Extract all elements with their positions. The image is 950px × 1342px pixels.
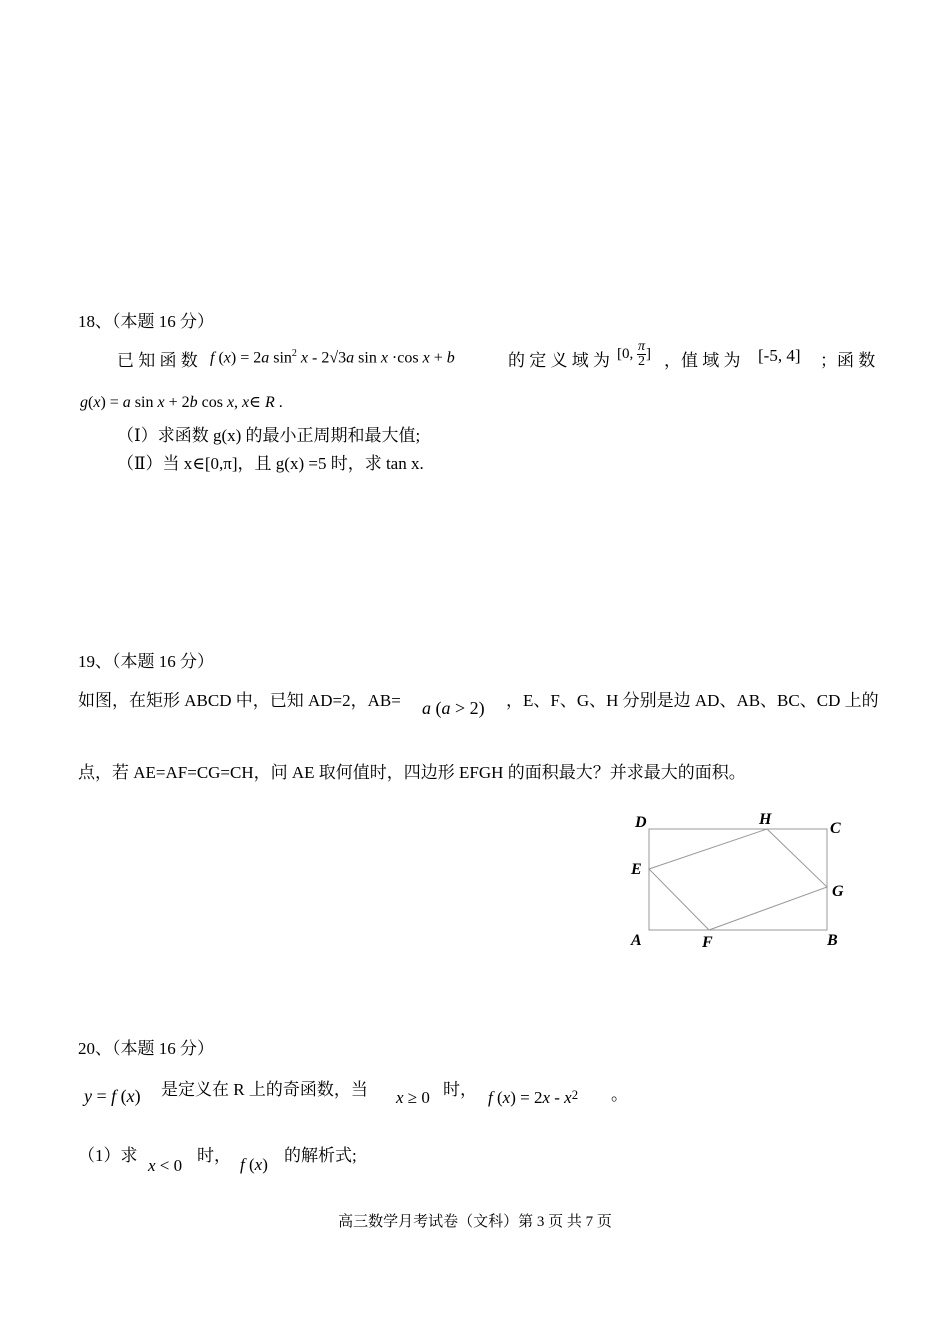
- q20-text1: 是定义在 R 上的奇函数，当: [161, 1080, 368, 1099]
- q20-part1-post: 的解析式;: [284, 1146, 357, 1165]
- q18-part1: （Ⅰ）求函数 g(x) 的最小正周期和最大值;: [117, 426, 421, 445]
- label-h: H: [759, 811, 772, 828]
- q19-line2: 点，若 AE=AF=CG=CH，问 AE 取何值时，四边形 EFGH 的面积最大？并求最大的面积。: [78, 763, 746, 782]
- label-g: G: [832, 883, 844, 900]
- q20-header: 20、（本题 16 分）: [78, 1039, 214, 1058]
- q18-range: [-5, 4]: [758, 346, 801, 365]
- q20-formula-fx: f (x): [240, 1155, 268, 1174]
- q18-domain: [0, $\frac{\pi}{2}$ ]: [617, 339, 652, 369]
- q18-line1-post: ，值 域 为: [664, 351, 741, 370]
- quadrilateral-efgh: [649, 829, 827, 930]
- q20-formula-y: y = f (x): [84, 1086, 141, 1106]
- label-f: F: [702, 934, 713, 951]
- label-b: B: [827, 932, 838, 949]
- q19-line1-pre: 如图，在矩形 ABCD 中，已知 AD=2，AB=: [78, 691, 401, 710]
- label-e: E: [631, 861, 642, 878]
- q20-formula-f: f $(x) = 2x - x^2$: [488, 1088, 579, 1107]
- q18-part2: （Ⅱ）当 x∈[0,π]，且 g(x) =5 时，求 tan x.: [117, 454, 424, 473]
- q20-text2: 时，: [443, 1080, 477, 1099]
- q18-header: 18、（本题 16 分）: [78, 312, 214, 331]
- q18-line1-end: ；函 数: [820, 351, 876, 370]
- rectangle-figure: [620, 805, 860, 955]
- label-a: A: [631, 932, 642, 949]
- label-c: C: [830, 820, 841, 837]
- q20-part1-mid: 时，: [197, 1146, 231, 1165]
- q20-end: 。: [611, 1085, 628, 1104]
- page-footer: 高三数学月考试卷（文科）第 3 页 共 7 页: [338, 1214, 612, 1230]
- q18-line1-mid: 的 定 义 域 为: [508, 351, 610, 370]
- q19-formula-a: a (a > 2): [422, 698, 485, 718]
- q20-formula-x-lt-0: x < 0: [148, 1156, 183, 1175]
- q18-line1-pre: 已 知 函 数: [117, 351, 198, 370]
- q18-formula-f: f (x) = 2a $\sin^2 x - 2√3a$ sin x ·cos x + b: [210, 348, 455, 367]
- rectangle-abcd: [649, 829, 827, 930]
- label-d: D: [635, 814, 647, 831]
- q18-line2: g(x) = a sin x + 2b cos x, x∈ R .: [80, 394, 283, 411]
- q20-part1-pre: （1）求: [78, 1146, 138, 1165]
- q20-formula-x-ge-0: x ≥ 0: [396, 1088, 430, 1107]
- q19-header: 19、（本题 16 分）: [78, 652, 214, 671]
- q19-line1-post: ，E、F、G、H 分别是边 AD、AB、BC、CD 上的: [506, 691, 879, 710]
